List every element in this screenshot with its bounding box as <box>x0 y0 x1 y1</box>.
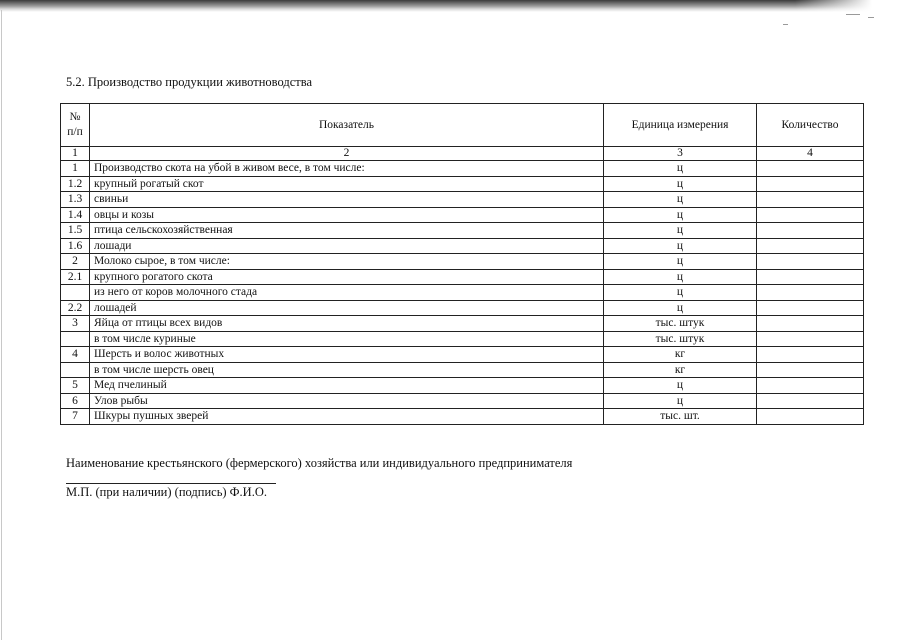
quantity-cell[interactable] <box>757 409 864 425</box>
table-row <box>61 192 864 208</box>
table-row <box>61 409 864 425</box>
row-number-cell: 1 <box>61 161 90 177</box>
unit-cell: ц <box>604 285 757 301</box>
quantity-cell[interactable] <box>757 300 864 316</box>
unit-cell: ц <box>604 393 757 409</box>
indicator-cell: лошадей <box>90 300 604 316</box>
indicator-cell: свиньи <box>90 192 604 208</box>
signature-line <box>66 483 276 484</box>
scan-top-edge <box>0 0 905 12</box>
table-row <box>61 238 864 254</box>
unit-cell: тыс. штук <box>604 331 757 347</box>
row-number-cell: 1.3 <box>61 192 90 208</box>
column-number: 1 <box>61 147 90 161</box>
header-num: № п/п <box>61 104 90 147</box>
table-header-row <box>61 104 864 147</box>
table-row <box>61 316 864 332</box>
scan-speck <box>846 14 860 15</box>
row-number-cell: 2 <box>61 254 90 270</box>
quantity-cell[interactable] <box>757 161 864 177</box>
unit-cell: ц <box>604 192 757 208</box>
unit-cell: ц <box>604 300 757 316</box>
quantity-cell[interactable] <box>757 269 864 285</box>
table-row <box>61 223 864 239</box>
quantity-cell[interactable] <box>757 331 864 347</box>
indicator-cell: Молоко сырое, в том числе: <box>90 254 604 270</box>
unit-cell: ц <box>604 223 757 239</box>
indicator-cell: из него от коров молочного стада <box>90 285 604 301</box>
row-number-cell: 7 <box>61 409 90 425</box>
header-indicator: Показатель <box>90 104 604 147</box>
table-row <box>61 378 864 394</box>
row-number-cell <box>61 285 90 301</box>
table-row <box>61 176 864 192</box>
header-unit: Единица измерения <box>604 104 757 147</box>
quantity-cell[interactable] <box>757 347 864 363</box>
quantity-cell[interactable] <box>757 362 864 378</box>
indicator-cell: Яйца от птицы всех видов <box>90 316 604 332</box>
table-row <box>61 269 864 285</box>
unit-cell: ц <box>604 176 757 192</box>
scan-speck <box>783 24 788 25</box>
row-number-cell: 5 <box>61 378 90 394</box>
table-row <box>61 161 864 177</box>
unit-cell: ц <box>604 269 757 285</box>
unit-cell: ц <box>604 161 757 177</box>
quantity-cell[interactable] <box>757 192 864 208</box>
row-number-cell: 3 <box>61 316 90 332</box>
row-number-cell: 4 <box>61 347 90 363</box>
signature-caption: М.П. (при наличии) (подпись) Ф.И.О. <box>66 485 267 499</box>
scan-left-edge <box>1 10 2 640</box>
indicator-cell: Шерсть и волос животных <box>90 347 604 363</box>
table-row <box>61 393 864 409</box>
quantity-cell[interactable] <box>757 207 864 223</box>
column-number: 2 <box>90 147 604 161</box>
indicator-cell: крупный рогатый скот <box>90 176 604 192</box>
indicator-cell: крупного рогатого скота <box>90 269 604 285</box>
table-row <box>61 254 864 270</box>
row-number-cell: 2.1 <box>61 269 90 285</box>
row-number-cell: 1.4 <box>61 207 90 223</box>
table-row <box>61 285 864 301</box>
row-number-cell <box>61 331 90 347</box>
indicator-cell: Мед пчелиный <box>90 378 604 394</box>
row-number-cell: 1.6 <box>61 238 90 254</box>
unit-cell: ц <box>604 378 757 394</box>
table-row <box>61 331 864 347</box>
row-number-cell: 1.5 <box>61 223 90 239</box>
column-number-row <box>61 147 864 161</box>
production-table <box>60 103 864 425</box>
indicator-cell: птица сельскохозяйственная <box>90 223 604 239</box>
indicator-cell: Производство скота на убой в живом весе, в том числе: <box>90 161 604 177</box>
section-title: 5.2. Производство продукции животноводства <box>66 75 312 89</box>
column-number: 3 <box>604 147 757 161</box>
indicator-cell: лошади <box>90 238 604 254</box>
quantity-cell[interactable] <box>757 238 864 254</box>
quantity-cell[interactable] <box>757 223 864 239</box>
unit-cell: ц <box>604 238 757 254</box>
table-row <box>61 207 864 223</box>
row-number-cell: 1.2 <box>61 176 90 192</box>
table-row <box>61 347 864 363</box>
indicator-cell: в том числе шерсть овец <box>90 362 604 378</box>
row-number-cell: 6 <box>61 393 90 409</box>
row-number-cell: 2.2 <box>61 300 90 316</box>
quantity-cell[interactable] <box>757 285 864 301</box>
indicator-cell: в том числе куриные <box>90 331 604 347</box>
quantity-cell[interactable] <box>757 254 864 270</box>
table-row <box>61 300 864 316</box>
indicator-cell: Шкуры пушных зверей <box>90 409 604 425</box>
indicator-cell: Улов рыбы <box>90 393 604 409</box>
table-body <box>61 147 864 425</box>
unit-cell: тыс. шт. <box>604 409 757 425</box>
header-quantity: Количество <box>757 104 864 147</box>
unit-cell: ц <box>604 254 757 270</box>
table-row <box>61 362 864 378</box>
unit-cell: кг <box>604 347 757 363</box>
quantity-cell[interactable] <box>757 176 864 192</box>
row-number-cell <box>61 362 90 378</box>
quantity-cell[interactable] <box>757 316 864 332</box>
farm-name-label: Наименование крестьянского (фермерского) хозяйства или индивидуального предпринимателя <box>66 456 573 470</box>
quantity-cell[interactable] <box>757 393 864 409</box>
quantity-cell[interactable] <box>757 378 864 394</box>
unit-cell: кг <box>604 362 757 378</box>
unit-cell: ц <box>604 207 757 223</box>
unit-cell: тыс. штук <box>604 316 757 332</box>
column-number: 4 <box>757 147 864 161</box>
scan-speck <box>868 17 874 18</box>
indicator-cell: овцы и козы <box>90 207 604 223</box>
